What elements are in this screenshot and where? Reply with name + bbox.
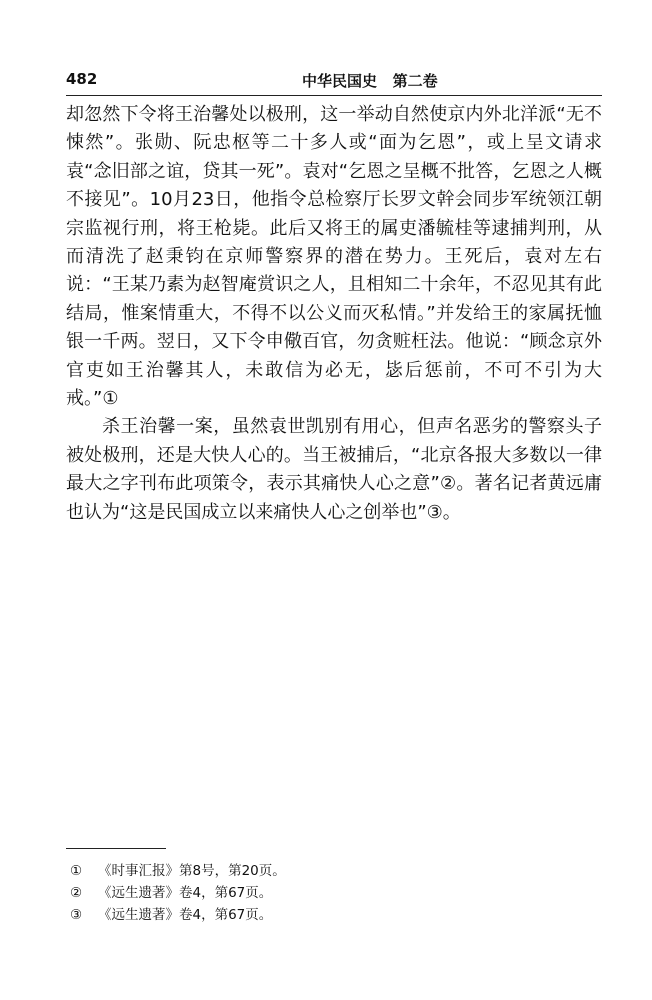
footnote-mark: ③ (69, 907, 83, 923)
footnote-1 (66, 860, 602, 882)
paragraph-2: 杀王治馨一案，虽然袁世凯别有用心，但声名恶劣的警察头子被处极刑，还是大快人心的。当王被捕后，“北京各报大多数以一律最大之字刊布此项策令，表示其痛快人心之意”②。著名记者黄远庸也认为“这是民国成立以来痛快人心之创举也”③。 (66, 416, 602, 523)
footnote-2 (66, 882, 602, 904)
running-head: 中华民国史 第二卷 (302, 72, 438, 90)
footnote-mark: ② (69, 885, 83, 901)
footnote-text: 《远生遗著》卷4，第67页。 (98, 907, 273, 923)
footnote-text: 《远生遗著》卷4，第67页。 (98, 885, 273, 901)
body-text (66, 101, 602, 527)
page-number: 482 (66, 70, 98, 88)
paragraph-1: 却忽然下令将王治馨处以极刑，这一举动自然使京内外北洋派“无不悚然”。张勋、阮忠枢等二十多人或“面为乞恩”，或上呈文请求袁“念旧部之谊，贷其一死”。袁对“乞恩之呈概不批答，乞恩之人概不接见”。10月23日，他指令总检察厅长罗文幹会同步军统领江朝宗监视行刑，将王枪毙。此后又将王的属吏潘毓桂等逮捕判刑，从而清洗了赵秉钧在京师警察界的潜在势力。王死后，袁对左右说：“王某乃素为赵智庵赏识之人，且相知二十余年，不忍见其有此结局，惟案情重大，不得不以公义而灭私情。”并发给王的家属抚恤银一千两。翌日，又下令申儆百官，勿贪赃枉法。他说：“顾念京外官吏如王治馨其人，未敢信为必无，毖后惩前，不可不引为大戒。”① (66, 104, 602, 410)
header-rule (66, 95, 602, 96)
page-header (66, 70, 602, 92)
footnote-mark: ① (69, 863, 83, 879)
footnote-text: 《时事汇报》第8号，第20页。 (98, 863, 286, 879)
footnotes (66, 860, 602, 926)
footnote-3 (66, 904, 602, 926)
footnote-rule (66, 848, 166, 849)
